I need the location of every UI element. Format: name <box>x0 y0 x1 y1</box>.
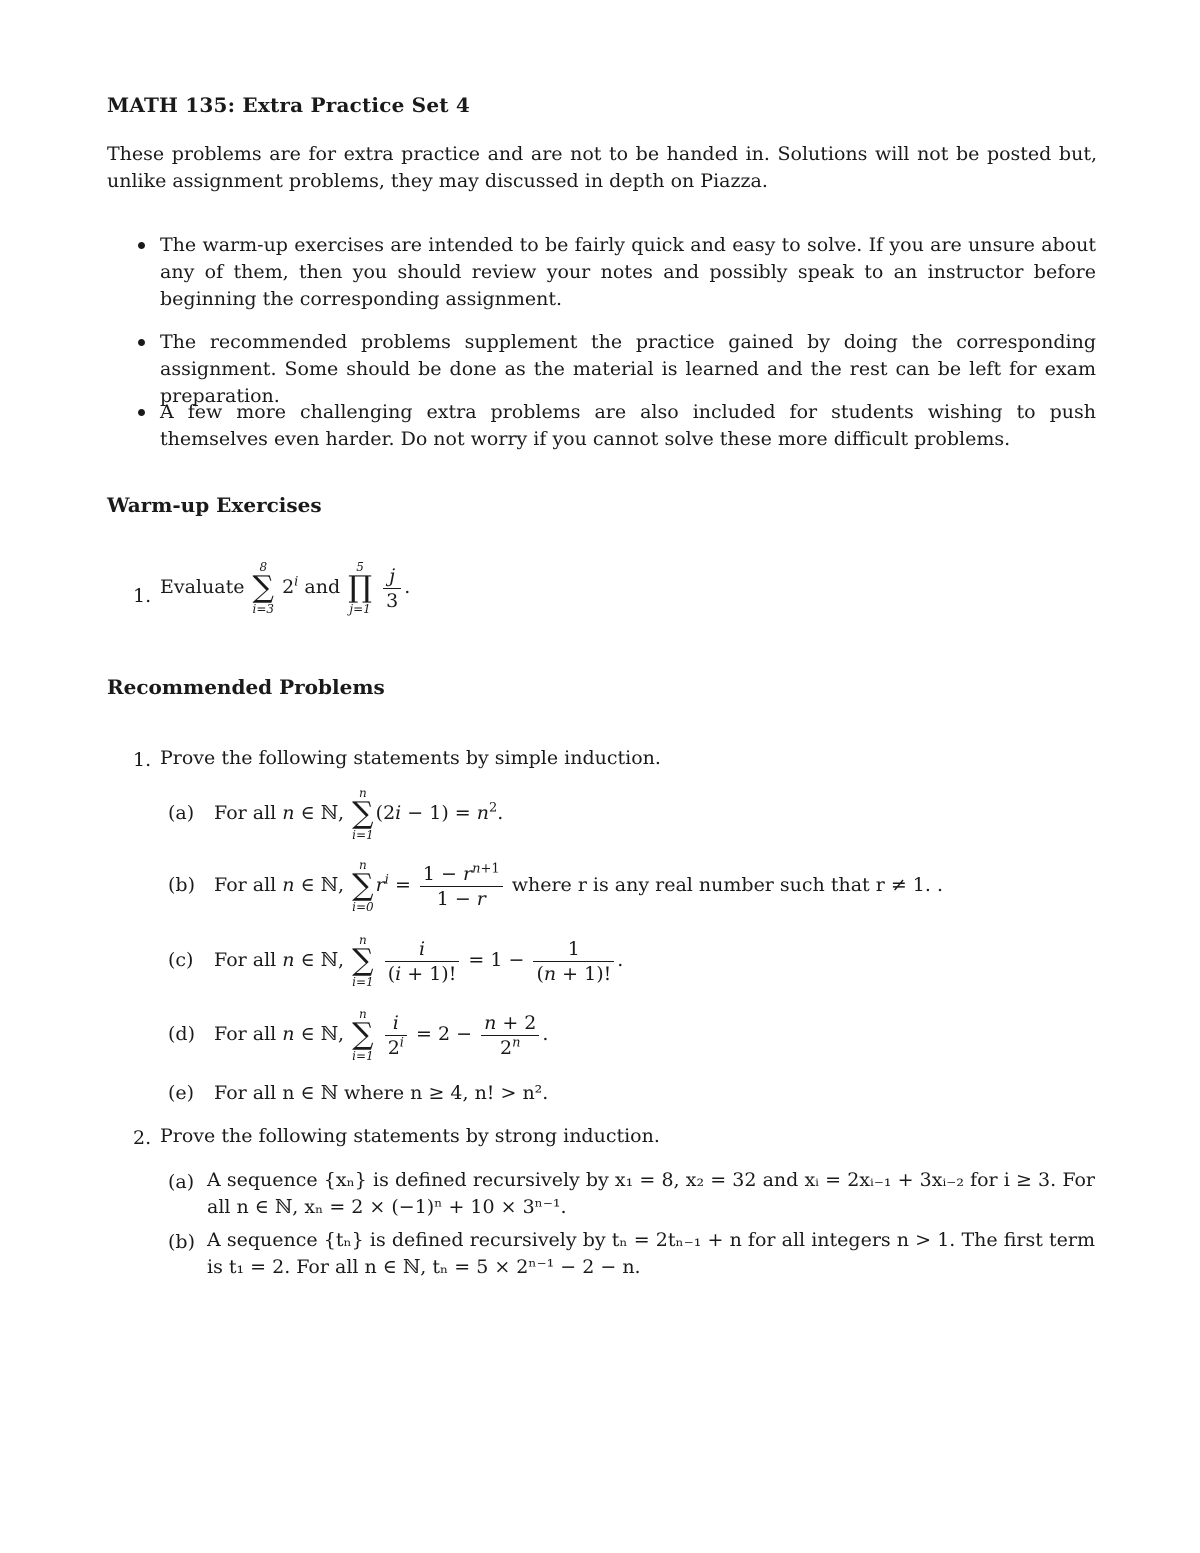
sum-symbol: n ∑ i=0 <box>352 858 374 914</box>
problem2-part-b-label: (b) <box>168 1231 195 1253</box>
recommended-heading: Recommended Problems <box>107 675 385 699</box>
warmup-q1-text: Evaluate <box>160 576 245 598</box>
sum-symbol: 8 ∑ i=3 <box>252 560 275 616</box>
problem2-part-a: A sequence {xₙ} is defined recursively by x₁ = 8, x₂ = 32 and xᵢ = 2xᵢ₋₁ + 3xᵢ₋₂ for i ≥ 3. For all n ∈ ℕ, xₙ = 2 × (−1)ⁿ + 10 × 3ⁿ⁻¹. <box>207 1169 1095 1218</box>
problem2-text: Prove the following statements by strong induction. <box>160 1125 660 1147</box>
problem2-number: 2. <box>133 1127 152 1149</box>
warmup-heading: Warm-up Exercises <box>107 493 322 517</box>
bullet-icon <box>138 339 145 346</box>
document-title: MATH 135: Extra Practice Set 4 <box>107 93 470 117</box>
sum-symbol: n ∑ i=1 <box>352 786 374 842</box>
bullet-icon <box>138 409 145 416</box>
warmup-q1: Evaluate 8 ∑ i=3 2$^i$ and 5 ∏ j=1 $\frac{j}{3}$ . <box>160 560 411 616</box>
problem2-part-b: A sequence {tₙ} is defined recursively by tₙ = 2tₙ₋₁ + n for all integers n > 1. The first term is t₁ = 2. For all n ∈ ℕ, tₙ = 5 × 2ⁿ⁻¹ − 2 − n. <box>207 1229 1095 1278</box>
warmup-q1-number: 1. <box>133 585 152 607</box>
problem1-part-b: (b) For all n ∈ ℕ, n ∑ i=0 $r^i$ = $\frac{1 - r^{n+1}}{1 - r}$ where r is any real number such that r ≠ 1. . <box>168 858 943 914</box>
warmup-q1-and: and <box>304 576 341 598</box>
problem2-part-a-label: (a) <box>168 1171 195 1193</box>
problem1-part-d: (d) For all n ∈ ℕ, n ∑ i=1 $\frac{i}{2^i}$ = 2 − $\frac{n + 2}{2^n}$ . <box>168 1007 549 1063</box>
product-symbol: 5 ∏ j=1 <box>348 560 373 616</box>
problem1-part-e: (e) For all n ∈ ℕ where n ≥ 4, n! > n². <box>168 1082 549 1104</box>
sum-symbol: n ∑ i=1 <box>352 1007 374 1063</box>
bullet-warmup: The warm-up exercises are intended to be fairly quick and easy to solve. If you are unsure about any of them, then you should review your notes and possibly speak to an instructor before beginning the corresponding assignment. <box>160 234 1096 310</box>
problem1-part-a: (a) For all n ∈ ℕ, n ∑ i=1 $(2i - 1) = n^2$. <box>168 786 504 842</box>
problem1-part-c: (c) For all n ∈ ℕ, n ∑ i=1 $\frac{i}{(i + 1)!}$ = 1 − $\frac{1}{(n + 1)!}$ . <box>168 933 624 989</box>
problem1-number: 1. <box>133 749 152 771</box>
sum-symbol: n ∑ i=1 <box>352 933 374 989</box>
bullet-icon <box>138 242 145 249</box>
problem1-text: Prove the following statements by simple induction. <box>160 747 661 769</box>
bullet-recommended: The recommended problems supplement the practice gained by doing the corresponding assignment. Some should be done as the material is learned and the rest can be left for exam preparation. <box>160 331 1096 407</box>
intro-paragraph: These problems are for extra practice and are not to be handed in. Solutions will not be posted but, unlike assignment problems, they may discussed in depth on Piazza. <box>107 143 1097 192</box>
bullet-challenging: A few more challenging extra problems are also included for students wishing to push themselves even harder. Do not worry if you cannot solve these more difficult problems. <box>160 401 1096 450</box>
